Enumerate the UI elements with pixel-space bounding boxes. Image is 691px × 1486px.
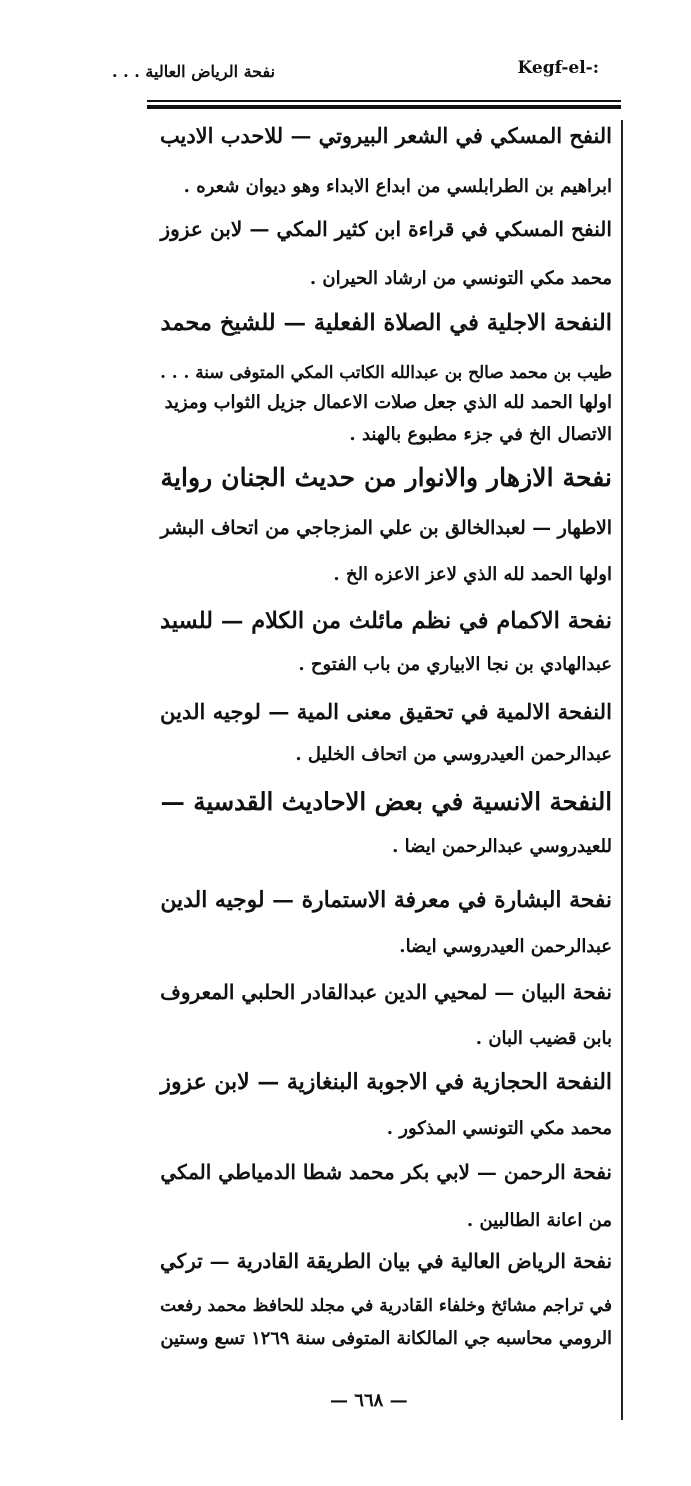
text-line: النفحة الاجلية في الصلاة الفعلية — للشيخ محمد <box>160 310 612 336</box>
text-line: الاطهار — لعبدالخالق بن علي المزجاجي من اتحاف البشر <box>160 517 612 539</box>
text-line: اولها الحمد لله الذي لاعز الاعزه الخ . <box>333 564 612 585</box>
text-line: للعيدروسي عبدالرحمن ايضا . <box>392 836 612 857</box>
header-rule-thick <box>147 105 621 109</box>
text-line: في تراجم مشائخ وخلفاء القادرية في مجلد للحافظ محمد رفعت <box>160 1296 612 1316</box>
page-number: — ٦٦٨ — <box>330 1390 408 1411</box>
text-line: بابن قضيب البان . <box>475 1028 612 1049</box>
margin-rule <box>621 120 623 1420</box>
text-line: نفحة الاكمام في نظم مائلث من الكلام — للسيد <box>160 608 612 634</box>
text-line: نفحة الرحمن — لابي بكر محمد شطا الدمياطي المكي <box>160 1160 612 1184</box>
text-line: محمد مكي التونسي من ارشاد الحيران . <box>309 268 612 289</box>
text-line: اولها الحمد لله الذي جعل صلات الاعمال جزيل الثواب ومزيد <box>164 392 612 413</box>
text-line: الرومي محاسبه جي المالكانة المتوفى سنة ١٢٦٩ تسع وستين <box>160 1328 612 1349</box>
text-line: النفح المسكي في الشعر البيروتي — للاحدب الاديب <box>160 123 612 148</box>
text-line: نفحة الرياض العالية في بيان الطريقة القادرية — تركي <box>160 1249 612 1273</box>
text-line: عبدالهادي بن نجا الابياري من باب الفتوح . <box>298 654 612 675</box>
text-line: عبدالرحمن العيدروسي ايضا. <box>399 936 612 957</box>
text-line: الاتصال الخ في جزء مطبوع بالهند . <box>349 424 612 445</box>
text-line: النفحة الالمية في تحقيق معنى المية — لوجيه الدين <box>160 699 612 724</box>
text-line: ابراهيم بن الطرابلسي من ابداع الابداء وهو ديوان شعره . <box>183 176 612 197</box>
text-line: نفحة البيان — لمحيي الدين عبدالقادر الحلبي المعروف <box>160 980 612 1004</box>
text-line: عبدالرحمن العيدروسي من اتحاف الخليل . <box>295 744 612 765</box>
text-line: محمد مكي التونسي المذكور . <box>386 1118 612 1139</box>
text-line: النفح المسكي في قراءة ابن كثير المكي — لابن عزوز <box>160 217 612 241</box>
text-line: نفحة البشارة في معرفة الاستمارة — لوجيه الدين <box>160 888 612 913</box>
header-rule-thin <box>147 100 621 102</box>
running-header-title: نفحة الرياض العالية . . . <box>112 62 276 81</box>
text-line: النفحة الحجازية في الاجوبة البنغازية — لابن عزوز <box>160 1069 612 1095</box>
running-header-code: Kegf-el-: <box>517 58 599 78</box>
text-line: النفحة الانسية في بعض الاحاديث القدسية — <box>160 787 612 816</box>
text-line: من اعانة الطالبين . <box>466 1210 612 1231</box>
text-line: طيب بن محمد صالح بن عبدالله الكاتب المكي المتوفى سنة . . . <box>160 362 612 382</box>
text-line: نفحة الازهار والانوار من حديث الجنان رواية <box>160 462 612 492</box>
